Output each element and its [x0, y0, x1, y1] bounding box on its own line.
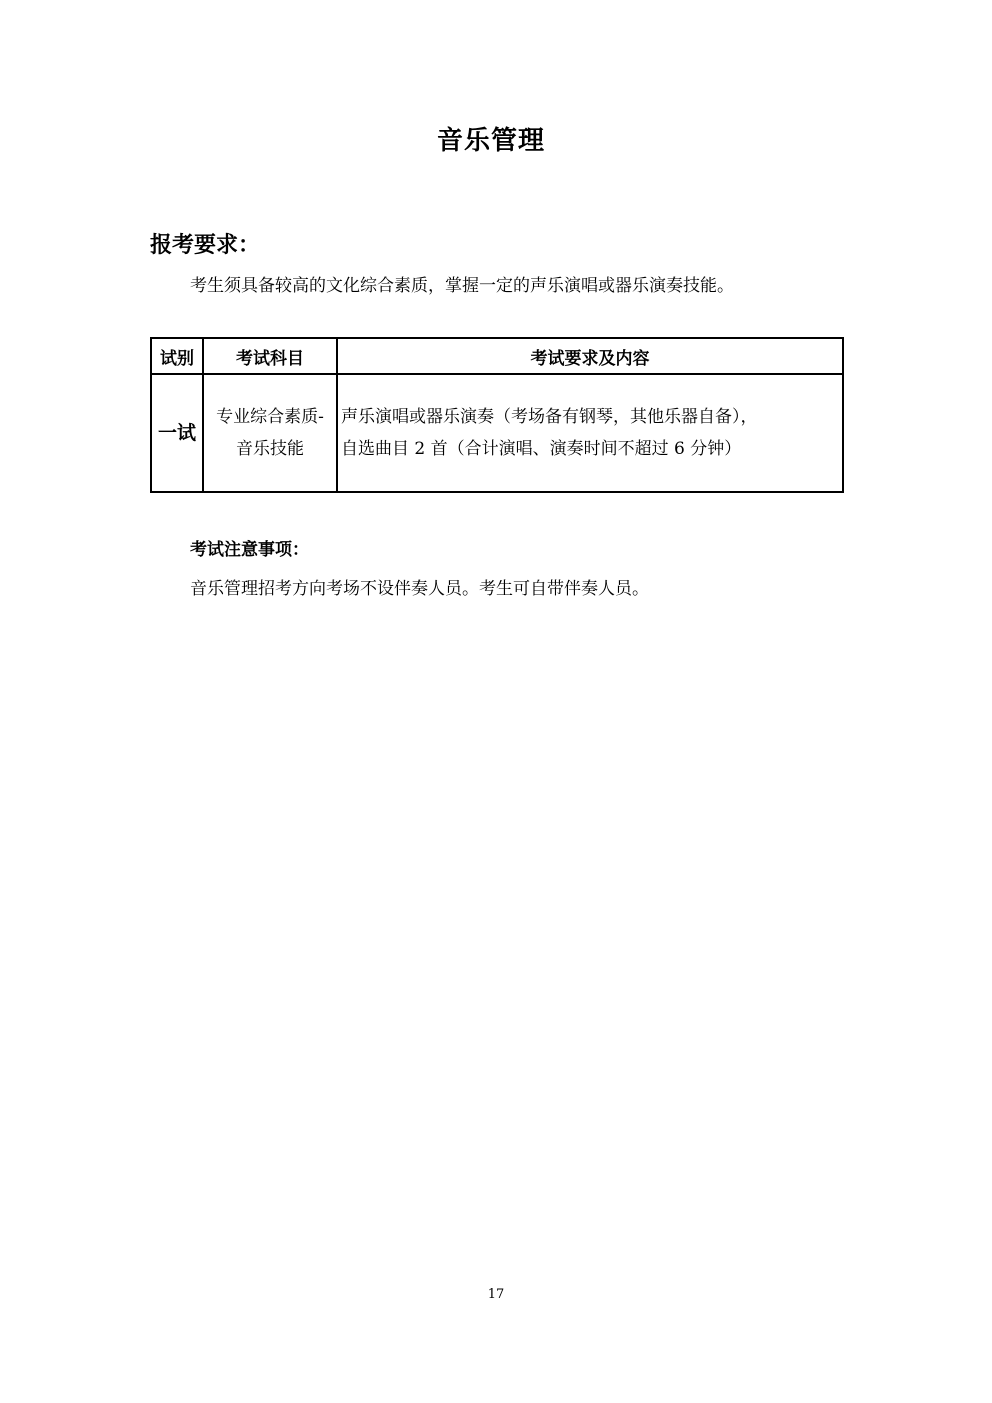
notes-heading: 考试注意事项： — [190, 540, 309, 560]
table-header-row — [151, 338, 843, 374]
cell-content — [337, 374, 843, 492]
subject-line: 专业综合素质- — [216, 407, 324, 427]
header-round: 试别 — [151, 338, 203, 374]
table-row — [151, 374, 843, 492]
content-line: 自选曲目 2 首（合计演唱、演奏时间不超过 6 分钟） — [341, 439, 742, 459]
page-title: 音乐管理 — [436, 126, 545, 156]
requirements-text: 考生须具备较高的文化综合素质，掌握一定的声乐演唱或器乐演奏技能。 — [190, 276, 734, 296]
header-content: 考试要求及内容 — [337, 338, 843, 374]
content-line: 声乐演唱或器乐演奏（考场备有钢琴，其他乐器自备）， — [341, 407, 758, 427]
header-subject: 考试科目 — [203, 338, 337, 374]
page-number: 17 — [487, 1287, 505, 1302]
exam-table — [150, 337, 844, 493]
subject-line: 音乐技能 — [236, 439, 304, 459]
notes-text: 音乐管理招考方向考场不设伴奏人员。考生可自带伴奏人员。 — [190, 579, 649, 599]
cell-round: 一试 — [151, 374, 203, 492]
cell-subject — [203, 374, 337, 492]
requirements-heading: 报考要求： — [150, 232, 261, 258]
